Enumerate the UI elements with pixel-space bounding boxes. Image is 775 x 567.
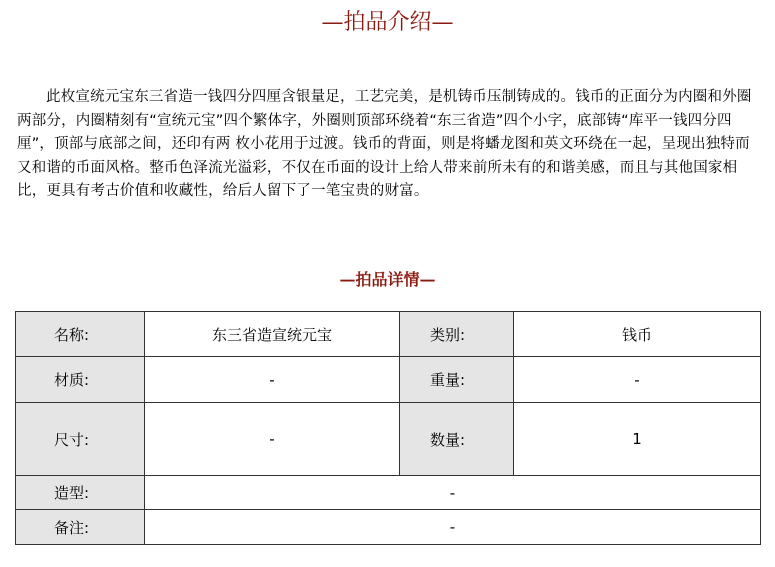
- remarks-value: -: [145, 510, 761, 545]
- material-value: -: [145, 357, 400, 403]
- table-row-material: [16, 357, 761, 403]
- category-value: 钱币: [514, 312, 761, 357]
- size-label: 尺寸:: [16, 403, 145, 476]
- shape-label: 造型:: [16, 476, 145, 510]
- table-row-remarks: [16, 510, 761, 545]
- weight-value: -: [514, 357, 761, 403]
- table-row-name: [16, 312, 761, 357]
- category-label: 类别:: [400, 312, 514, 357]
- details-table: [15, 311, 761, 545]
- name-value: 东三省造宣统元宝: [145, 312, 400, 357]
- remarks-label: 备注:: [16, 510, 145, 545]
- table-row-shape: [16, 476, 761, 510]
- material-label: 材质:: [16, 357, 145, 403]
- details-heading: —拍品详情—: [339, 270, 436, 289]
- size-value: -: [145, 403, 400, 476]
- quantity-value: 1: [514, 403, 761, 476]
- name-label: 名称:: [16, 312, 145, 357]
- intro-paragraph: 此枚宣统元宝东三省造一钱四分四厘含银量足，工艺完美，是机铸币压制铸成的。钱币的正面分为内圈和外圈两部分，内圈精刻有“宣统元宝”四个繁体字，外圈则顶部环绕着“东三省造”四个小字，底部铸“库平一钱四分四厘”，顶部与底部之间，还印有两 枚小花用于过渡。钱币的背面，则是将蟠龙图和英文环绕在一起，呈现出独特而又和谐的币面风格。整币色泽流光溢彩，不仅在币面的设计上给人带来前所未有的和谐美感，而且与其他国家相比，更具有考古价值和收藏性，给后人留下了一笔宝贵的财富。: [17, 89, 752, 199]
- weight-label: 重量:: [400, 357, 514, 403]
- table-row-size: [16, 403, 761, 476]
- shape-value: -: [145, 476, 761, 510]
- intro-heading: —拍品介绍—: [321, 10, 454, 35]
- quantity-label: 数量:: [400, 403, 514, 476]
